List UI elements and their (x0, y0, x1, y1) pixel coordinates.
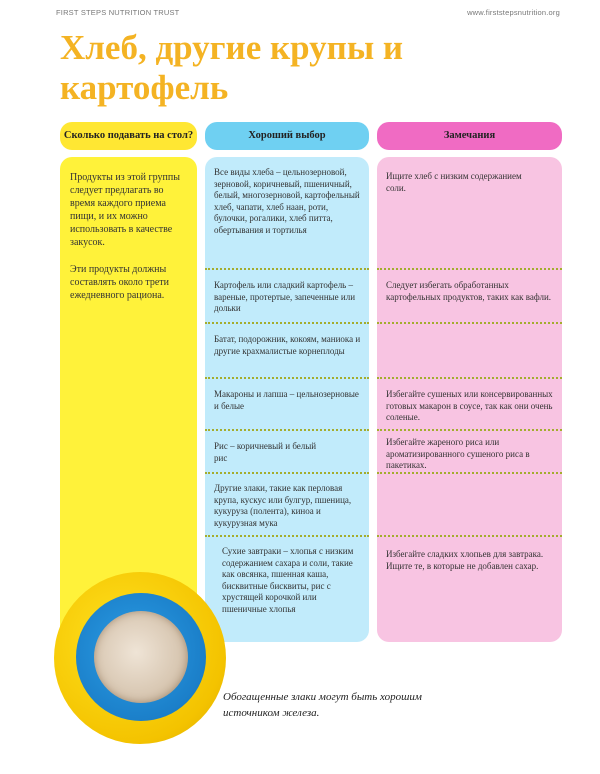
note-item: Следует избегать обработанных картофельных продуктов, таких как вафли. (386, 280, 552, 302)
good-choice-item: Другие злаки, такие как перловая крупа, кускус или булгур, пшеница, кукуруза (полента), киноа и кукурузная мука (214, 483, 352, 528)
row-divider (205, 429, 369, 431)
photo-caption: Обогащенные злаки могут быть хорошим источником железа. (223, 691, 422, 719)
good-choice-item: Сухие завтраки – хлопья с низким содержанием сахара и соли, такие как овсянка, пшенная каша, бисквитные бисквиты, рис с хрустящей корочкой или пшеничные хлопья (222, 546, 354, 614)
column-header-good-choice: Хороший выбор (205, 122, 369, 150)
serving-text: Эти продукты должны составлять около трети ежедневного рациона. (70, 264, 170, 301)
org-url[interactable]: www.firststepsnutrition.org (467, 8, 560, 17)
row-divider (377, 268, 562, 270)
row-divider (205, 535, 369, 537)
column-header-serving: Сколько подавать на стол? (60, 122, 197, 150)
good-choice-item: Картофель или сладкий картофель – вареные, протертые, запеченные или дольки (214, 280, 356, 313)
note-item: Избегайте сушеных или консервированных готовых макарон в соусе, так как они очень соленые. (386, 389, 553, 422)
row-divider (377, 429, 562, 431)
row-divider (377, 472, 562, 474)
page-title: Хлеб, другие крупы и картофель (60, 28, 404, 107)
good-choice-item: Батат, подорожник, кокоям, маниока и другие крахмалистые корнеплоды (214, 334, 361, 356)
row-divider (205, 377, 369, 379)
row-divider (205, 322, 369, 324)
row-divider (377, 377, 562, 379)
note-item: Ищите хлеб с низким содержанием соли. (386, 171, 522, 193)
note-item: Избегайте жареного риса или ароматизированного сушеного риса в пакетиках. (386, 437, 530, 470)
porridge (94, 611, 188, 703)
serving-text: Продукты из этой группы следует предлагать во время каждого приема пищи, и их можно использовать в качестве закусок. (70, 172, 180, 248)
good-choice-item: Макароны и лапша – цельнозерновые и белые (214, 389, 359, 411)
column-header-notes: Замечания (377, 122, 562, 150)
org-name: FIRST STEPS NUTRITION TRUST (56, 8, 180, 17)
note-item: Избегайте сладких хлопьев для завтрака. Ищите те, в которые не добавлен сахар. (386, 549, 544, 571)
row-divider (377, 322, 562, 324)
page-header (56, 8, 560, 20)
good-choice-item: Все виды хлеба – цельнозерновой, зерновой, коричневый, пшеничный, белый, многозерновой, картофельный хлеб, чапати, хлеб наан, роти, булочки, рогалики, хлеб питта, обертывания и тортилья (214, 167, 360, 235)
good-choice-item: Рис – коричневый и белый рис (214, 441, 317, 463)
row-divider (205, 472, 369, 474)
row-divider (377, 535, 562, 537)
row-divider (205, 268, 369, 270)
